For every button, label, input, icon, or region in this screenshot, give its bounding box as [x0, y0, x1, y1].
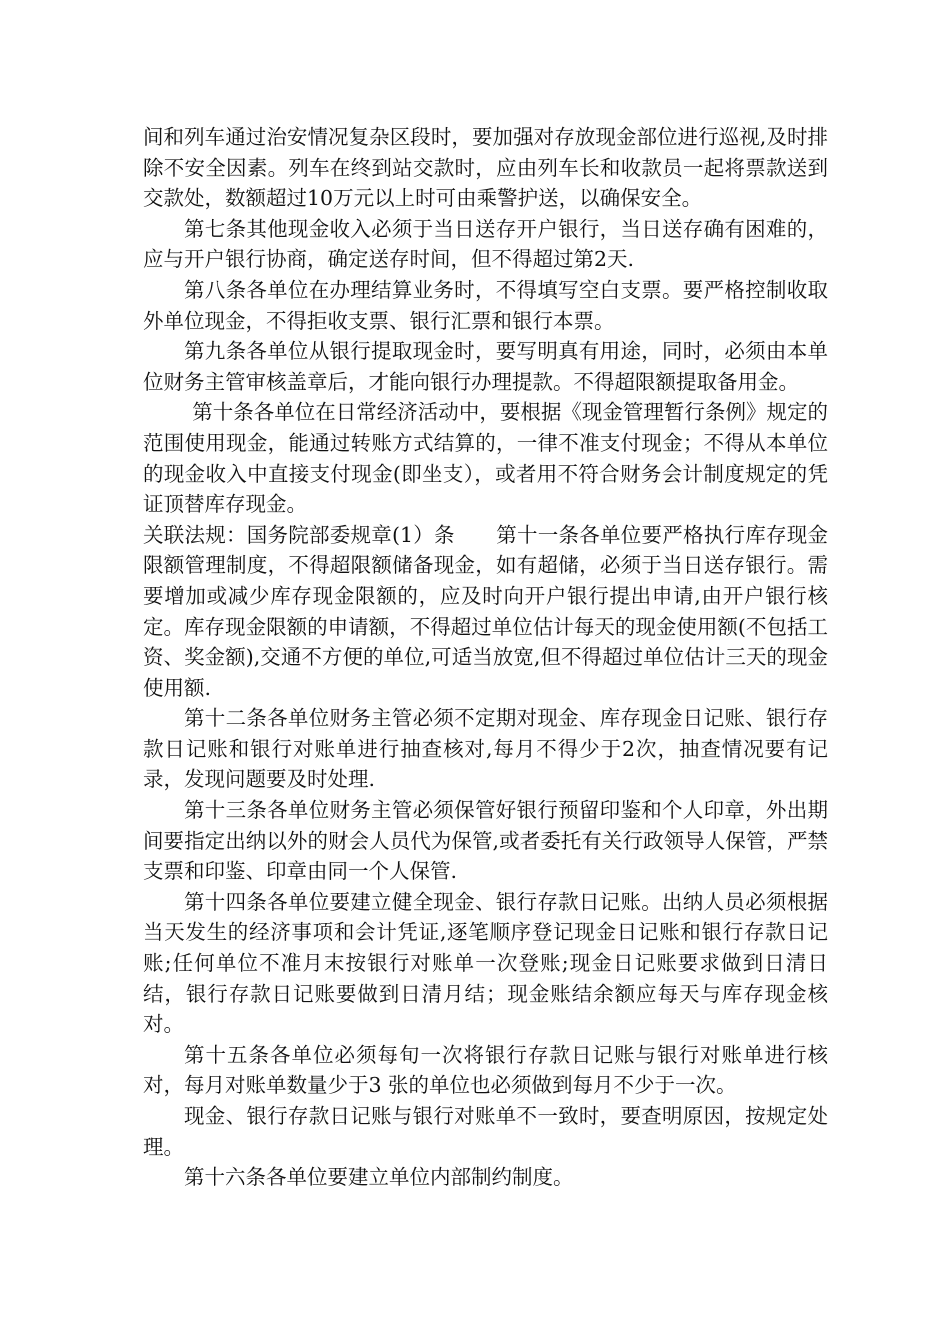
- paragraph-article-9: 第九条各单位从银行提取现金时，要写明真有用途，同时，必须由本单位财务主管审核盖章后，才能向银行办理提款。不得超限额提取备用金。: [143, 339, 828, 394]
- paragraph-article-7: 第七条其他现金收入必须于当日送存开户银行，当日送存确有困难的，应与开户银行协商，确定送存时间，但不得超过第2天.: [143, 216, 828, 272]
- paragraph-article-16: 第十六条各单位要建立单位内部制约制度。: [184, 1165, 574, 1190]
- paragraph-article-12: 第十二条各单位财务主管必须不定期对现金、库存现金日记账、银行存款日记账和银行对账单进行抽查核对,每月不得少于2次，抽查情况要有记录，发现问题要及时处理.: [143, 706, 828, 792]
- paragraph-reconciliation: 现金、银行存款日记账与银行对账单不一致时，要查明原因，按规定处理。: [143, 1104, 828, 1159]
- paragraph-continuation: 间和列车通过治安情况复杂区段时，要加强对存放现金部位进行巡视,及时排除不安全因素。列车在终到站交款时，应由列车长和收款员一起将票款送到交款处，数额超过10万元以上时可由乘警护送，以确保安全。: [143, 125, 828, 211]
- paragraph-article-10: 第十条各单位在日常经济活动中，要根据《现金管理暂行条例》规定的范围使用现金，能通过转账方式结算的，一律不准支付现金；不得从本单位的现金收入中直接支付现金(即坐支），或者用不符合财务会计制度规定的凭证顶替库存现金。: [143, 400, 828, 517]
- paragraph-article-8: 第八条各单位在办理结算业务时，不得填写空白支票。要严格控制收取外单位现金，不得拒收支票、银行汇票和银行本票。: [143, 277, 828, 333]
- document-page: [143, 122, 828, 1193]
- paragraph-article-15: 第十五条各单位必须每旬一次将银行存款日记账与银行对账单进行核对，每月对账单数量少于3 张的单位也必须做到每月不少于一次。: [143, 1042, 828, 1098]
- paragraph-article-14: 第十四条各单位要建立健全现金、银行存款日记账。出纳人员必须根据当天发生的经济事项和会计凭证,逐笔顺序登记现金日记账和银行存款日记账;任何单位不准月末按银行对账单一次登账;现金日记账要求做到日清日结，银行存款日记账要做到日清月结；现金账结余额应每天与库存现金核对。: [143, 889, 828, 1037]
- paragraph-article-13: 第十三条各单位财务主管必须保管好银行预留印鉴和个人印章，外出期间要指定出纳以外的财会人员代为保管,或者委托有关行政领导人保管，严禁支票和印鉴、印章由同一个人保管.: [143, 798, 828, 884]
- paragraph-article-11: 关联法规：国务院部委规章(1）条 第十一条各单位要严格执行库存现金限额管理制度，不得超限额储备现金，如有超储，必须于当日送存银行。需要增加或减少库存现金限额的，应及时向开户银行提出申请,由开户银行核定。库存现金限额的申请额，不得超过单位估计每天的现金使用额(不包括工资、奖金额),交通不方便的单位,可适当放宽,但不得超过单位估计三天的现金使用额.: [143, 522, 828, 700]
